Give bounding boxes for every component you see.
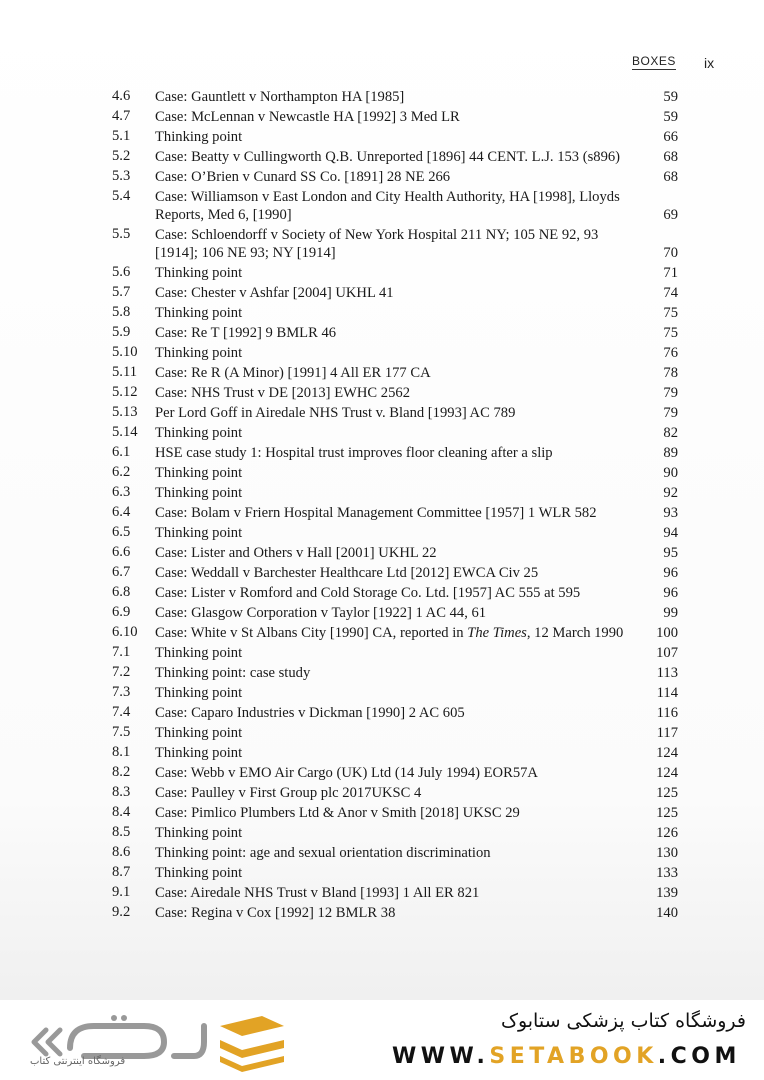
boxes-list bbox=[112, 88, 678, 924]
box-entry bbox=[112, 504, 678, 522]
box-entry bbox=[112, 444, 678, 462]
box-entry bbox=[112, 604, 678, 622]
box-title: Thinking point: case study bbox=[155, 665, 311, 681]
box-title: Case: Chester v Ashfar [2004] UKHL 41 bbox=[155, 285, 394, 301]
box-page: 94 bbox=[663, 525, 678, 541]
box-entry bbox=[112, 88, 678, 106]
box-number: 5.3 bbox=[112, 168, 131, 184]
box-title: Case: Williamson v East London and City Health Authority, HA [1998], Lloyds Reports, Med 6, [1990] bbox=[155, 189, 620, 223]
box-number: 7.4 bbox=[112, 704, 131, 720]
box-entry bbox=[112, 404, 678, 422]
box-entry bbox=[112, 284, 678, 302]
box-page: 96 bbox=[663, 585, 678, 601]
box-entry bbox=[112, 564, 678, 582]
box-entry bbox=[112, 364, 678, 382]
box-number: 6.10 bbox=[112, 624, 138, 640]
box-entry bbox=[112, 884, 678, 902]
box-number: 5.14 bbox=[112, 424, 138, 440]
box-number: 6.5 bbox=[112, 524, 131, 540]
url-prefix: WWW. bbox=[392, 1044, 490, 1069]
box-title: Thinking point: age and sexual orientation discrimination bbox=[155, 845, 491, 861]
box-number: 5.12 bbox=[112, 384, 138, 400]
box-title: Thinking point bbox=[155, 129, 243, 145]
box-entry bbox=[112, 624, 678, 642]
box-number: 6.8 bbox=[112, 584, 131, 600]
box-number: 8.6 bbox=[112, 844, 131, 860]
box-entry bbox=[112, 304, 678, 322]
box-number: 5.13 bbox=[112, 404, 138, 420]
box-number: 9.1 bbox=[112, 884, 131, 900]
running-header-label: BOXES bbox=[632, 54, 676, 68]
box-number: 7.5 bbox=[112, 724, 131, 740]
watermark-banner bbox=[0, 1000, 764, 1080]
box-page: 75 bbox=[663, 325, 678, 341]
box-title: Case: Schloendorff v Society of New York Hospital 211 NY; 105 NE 92, 93 [1914]; 106 NE 93; NY [1914] bbox=[155, 227, 599, 261]
shop-name: فروشگاه کتاب پزشکی ستابوک bbox=[500, 1010, 746, 1032]
box-title: Case: McLennan v Newcastle HA [1992] 3 Med LR bbox=[155, 109, 460, 125]
box-page: 79 bbox=[663, 405, 678, 421]
box-page: 78 bbox=[663, 365, 678, 381]
box-number: 6.7 bbox=[112, 564, 131, 580]
box-entry bbox=[112, 664, 678, 682]
box-title: Case: Gauntlett v Northampton HA [1985] bbox=[155, 89, 405, 105]
box-entry bbox=[112, 784, 678, 802]
box-number: 9.2 bbox=[112, 904, 131, 920]
box-title: Thinking point bbox=[155, 425, 243, 441]
box-number: 5.5 bbox=[112, 226, 131, 242]
box-number: 5.8 bbox=[112, 304, 131, 320]
logo-subtitle: فروشگاه اینترنتی کتاب bbox=[30, 1056, 126, 1067]
box-number: 5.9 bbox=[112, 324, 131, 340]
box-entry bbox=[112, 684, 678, 702]
box-title: Case: Re R (A Minor) [1991] 4 All ER 177 CA bbox=[155, 365, 431, 381]
box-entry bbox=[112, 524, 678, 542]
box-entry bbox=[112, 744, 678, 762]
box-number: 5.7 bbox=[112, 284, 131, 300]
box-title: Thinking point bbox=[155, 265, 243, 281]
box-number: 6.3 bbox=[112, 484, 131, 500]
box-page: 95 bbox=[663, 545, 678, 561]
box-page: 71 bbox=[663, 265, 678, 281]
box-number: 6.6 bbox=[112, 544, 131, 560]
box-page: 116 bbox=[656, 705, 678, 721]
box-page: 117 bbox=[656, 725, 678, 741]
box-page: 68 bbox=[663, 149, 678, 165]
url-suffix: .COM bbox=[657, 1044, 741, 1069]
box-title: Case: Airedale NHS Trust v Bland [1993] 1 All ER 821 bbox=[155, 885, 480, 901]
box-page: 130 bbox=[656, 845, 678, 861]
box-title: Case: Caparo Industries v Dickman [1990] 2 AC 605 bbox=[155, 705, 465, 721]
box-title: Thinking point bbox=[155, 745, 243, 761]
box-title: Case: Weddall v Barchester Healthcare Ltd [2012] EWCA Civ 25 bbox=[155, 565, 539, 581]
box-number: 4.6 bbox=[112, 88, 131, 104]
box-title: Thinking point bbox=[155, 685, 243, 701]
box-page: 114 bbox=[656, 685, 678, 701]
box-number: 8.2 bbox=[112, 764, 131, 780]
box-page: 140 bbox=[656, 905, 678, 921]
box-number: 5.11 bbox=[112, 364, 137, 380]
box-title: HSE case study 1: Hospital trust improves floor cleaning after a slip bbox=[155, 445, 553, 461]
box-entry bbox=[112, 128, 678, 146]
box-title: Case: White v St Albans City [1990] CA, reported in The Times, 12 March 1990 bbox=[155, 625, 624, 641]
box-entry bbox=[112, 904, 678, 922]
box-entry bbox=[112, 544, 678, 562]
box-page: 75 bbox=[663, 305, 678, 321]
box-number: 5.1 bbox=[112, 128, 131, 144]
box-number: 7.3 bbox=[112, 684, 131, 700]
box-title: Case: Re T [1992] 9 BMLR 46 bbox=[155, 325, 337, 341]
box-page: 125 bbox=[656, 785, 678, 801]
box-number: 6.2 bbox=[112, 464, 131, 480]
box-page: 100 bbox=[656, 625, 678, 641]
box-title: Case: Pimlico Plumbers Ltd & Anor v Smith [2018] UKSC 29 bbox=[155, 805, 520, 821]
box-entry bbox=[112, 344, 678, 362]
box-title: Thinking point bbox=[155, 725, 243, 741]
box-number: 8.5 bbox=[112, 824, 131, 840]
box-entry bbox=[112, 168, 678, 186]
box-page: 79 bbox=[663, 385, 678, 401]
box-title: Case: Bolam v Friern Hospital Management Committee [1957] 1 WLR 582 bbox=[155, 505, 597, 521]
box-entry bbox=[112, 824, 678, 842]
box-page: 96 bbox=[663, 565, 678, 581]
box-entry bbox=[112, 324, 678, 342]
box-number: 4.7 bbox=[112, 108, 131, 124]
box-page: 93 bbox=[663, 505, 678, 521]
box-title: Case: O’Brien v Cunard SS Co. [1891] 28 NE 266 bbox=[155, 169, 451, 185]
box-entry bbox=[112, 188, 678, 224]
box-title: Thinking point bbox=[155, 485, 243, 501]
box-title: Thinking point bbox=[155, 865, 243, 881]
box-entry bbox=[112, 424, 678, 442]
box-page: 107 bbox=[656, 645, 678, 661]
box-number: 8.3 bbox=[112, 784, 131, 800]
box-title: Case: NHS Trust v DE [2013] EWHC 2562 bbox=[155, 385, 410, 401]
page-number: ix bbox=[704, 55, 715, 71]
box-number: 6.9 bbox=[112, 604, 131, 620]
box-number: 5.4 bbox=[112, 188, 131, 204]
box-title: Case: Regina v Cox [1992] 12 BMLR 38 bbox=[155, 905, 396, 921]
box-number: 5.6 bbox=[112, 264, 131, 280]
box-entry bbox=[112, 484, 678, 502]
box-entry bbox=[112, 584, 678, 602]
box-page: 69 bbox=[663, 207, 678, 223]
box-title: Thinking point bbox=[155, 345, 243, 361]
box-page: 70 bbox=[663, 245, 678, 261]
box-number: 7.2 bbox=[112, 664, 131, 680]
box-entry bbox=[112, 384, 678, 402]
box-number: 6.4 bbox=[112, 504, 131, 520]
box-page: 90 bbox=[663, 465, 678, 481]
box-page: 59 bbox=[663, 89, 678, 105]
box-number: 6.1 bbox=[112, 444, 131, 460]
box-entry bbox=[112, 864, 678, 882]
box-title: Case: Lister v Romford and Cold Storage Co. Ltd. [1957] AC 555 at 595 bbox=[155, 585, 581, 601]
box-title: Thinking point bbox=[155, 645, 243, 661]
box-entry bbox=[112, 264, 678, 282]
box-page: 126 bbox=[656, 825, 678, 841]
box-title: Thinking point bbox=[155, 465, 243, 481]
box-number: 8.7 bbox=[112, 864, 131, 880]
box-entry bbox=[112, 464, 678, 482]
box-entry bbox=[112, 148, 678, 166]
box-page: 125 bbox=[656, 805, 678, 821]
box-page: 59 bbox=[663, 109, 678, 125]
box-page: 133 bbox=[656, 865, 678, 881]
box-entry bbox=[112, 804, 678, 822]
box-title: Case: Webb v EMO Air Cargo (UK) Ltd (14 July 1994) EOR57A bbox=[155, 765, 538, 781]
box-number: 8.1 bbox=[112, 744, 131, 760]
box-entry bbox=[112, 226, 678, 262]
box-title: Thinking point bbox=[155, 825, 243, 841]
box-entry bbox=[112, 724, 678, 742]
box-title: Case: Paulley v First Group plc 2017UKSC 4 bbox=[155, 785, 422, 801]
box-page: 66 bbox=[663, 129, 678, 145]
box-page: 76 bbox=[663, 345, 678, 361]
box-entry bbox=[112, 704, 678, 722]
box-page: 92 bbox=[663, 485, 678, 501]
box-title: Case: Beatty v Cullingworth Q.B. Unreported [1896] 44 CENT. L.J. 153 (s896) bbox=[155, 149, 621, 165]
box-page: 74 bbox=[663, 285, 678, 301]
box-page: 139 bbox=[656, 885, 678, 901]
box-page: 89 bbox=[663, 445, 678, 461]
box-title: Per Lord Goff in Airedale NHS Trust v. Bland [1993] AC 789 bbox=[155, 405, 516, 421]
box-page: 124 bbox=[656, 765, 678, 781]
shop-url bbox=[392, 1044, 741, 1069]
box-page: 124 bbox=[656, 745, 678, 761]
url-highlight: SETABOOK bbox=[489, 1044, 658, 1069]
box-title: Thinking point bbox=[155, 305, 243, 321]
box-number: 5.2 bbox=[112, 148, 131, 164]
box-number: 5.10 bbox=[112, 344, 138, 360]
box-entry bbox=[112, 644, 678, 662]
box-page: 113 bbox=[656, 665, 678, 681]
box-entry bbox=[112, 844, 678, 862]
box-page: 82 bbox=[663, 425, 678, 441]
box-title: Thinking point bbox=[155, 525, 243, 541]
box-title: Case: Lister and Others v Hall [2001] UKHL 22 bbox=[155, 545, 437, 561]
box-entry bbox=[112, 764, 678, 782]
box-number: 7.1 bbox=[112, 644, 131, 660]
box-entry bbox=[112, 108, 678, 126]
box-page: 99 bbox=[663, 605, 678, 621]
box-title: Case: Glasgow Corporation v Taylor [1922] 1 AC 44, 61 bbox=[155, 605, 487, 621]
box-page: 68 bbox=[663, 169, 678, 185]
box-number: 8.4 bbox=[112, 804, 131, 820]
